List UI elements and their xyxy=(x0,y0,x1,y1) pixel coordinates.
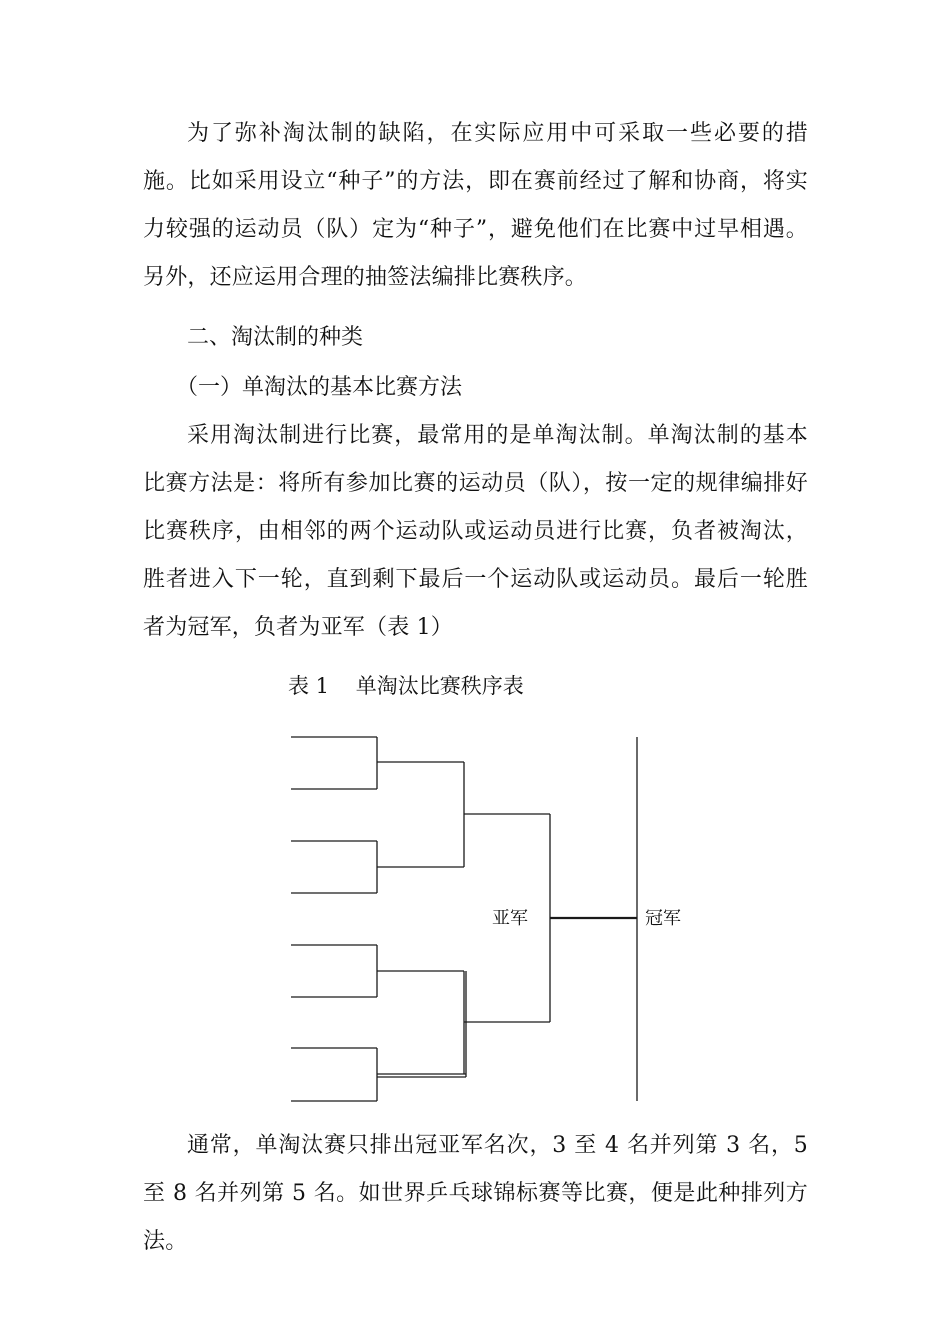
paragraph-ranking-text: 通常，单淘汰赛只排出冠亚军名次，3 至 4 名并列第 3 名，5 至 8 名并列第 5 名。如世界乒乓球锦标赛等比赛，便是此种排列方法。 xyxy=(143,1133,808,1254)
paragraph-single-elimination-text: 采用淘汰制进行比赛，最常用的是单淘汰制。单淘汰制的基本比赛方法是：将所有参加比赛的运动员（队），按一定的规律编排好比赛秩序，由相邻的两个运动队或运动员进行比赛，负者被淘汰，胜者进入下一轮，直到剩下最后一个运动队或运动员。最后一轮胜者为冠军，负者为亚军（表 1） xyxy=(143,423,808,640)
paragraph-ranking xyxy=(143,1122,808,1266)
subsection-heading: （一）单淘汰的基本比赛方法 xyxy=(176,375,463,400)
section-heading: 二、淘汰制的种类 xyxy=(187,325,364,350)
bracket-round-1 xyxy=(291,737,377,1101)
table-caption: 表 1 单淘汰比赛秩序表 xyxy=(288,674,524,698)
paragraph-seeding xyxy=(143,110,808,302)
champion-label: 冠军 xyxy=(645,908,681,929)
paragraph-single-elimination xyxy=(143,412,808,652)
bracket-diagram xyxy=(280,725,700,1115)
bracket-final xyxy=(550,737,637,1101)
paragraph-seeding-text: 为了弥补淘汰制的缺陷，在实际应用中可采取一些必要的措施。比如采用设立“种子”的方法，即在赛前经过了解和协商，将实力较强的运动员（队）定为“种子”，避免他们在比赛中过早相遇。另外，还应运用合理的抽签法编排比赛秩序。 xyxy=(143,121,808,290)
runner-up-label: 亚军 xyxy=(492,908,528,929)
bracket-round-2 xyxy=(377,762,466,1077)
